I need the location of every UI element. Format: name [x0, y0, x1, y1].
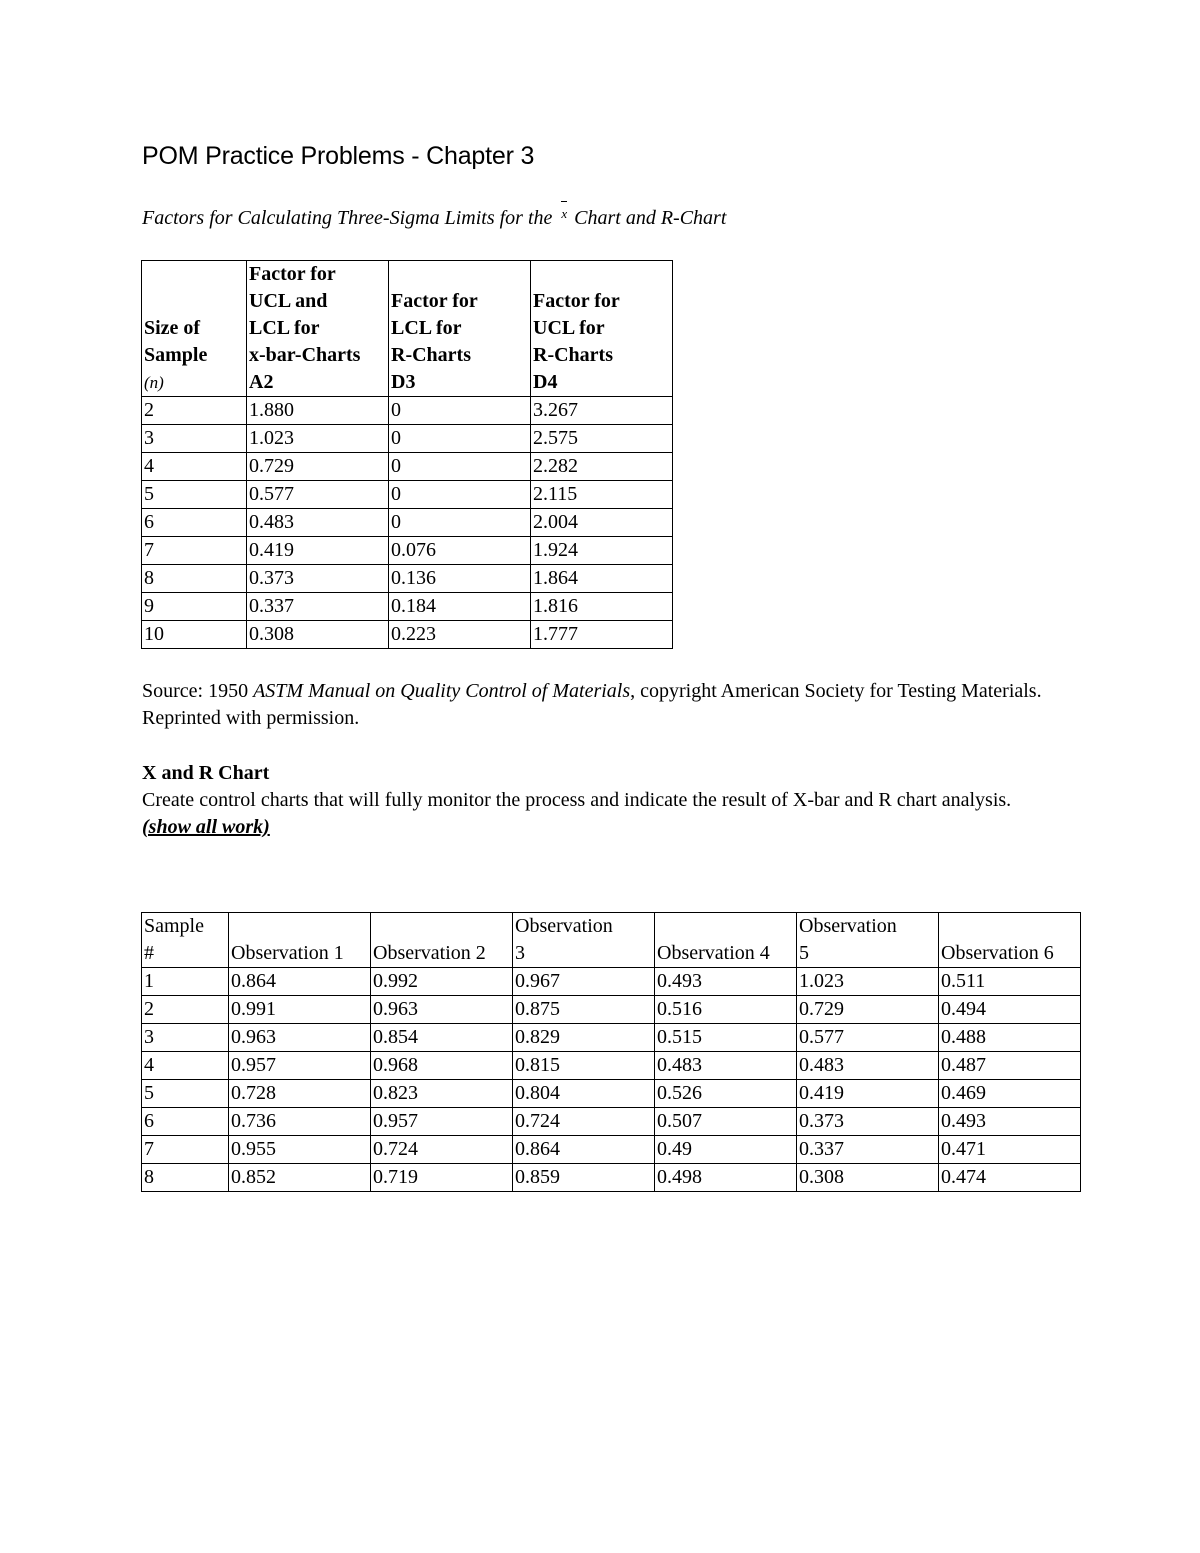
table-cell: 3.267 — [531, 397, 673, 425]
table-cell: 0.963 — [229, 1024, 371, 1052]
instructions — [142, 787, 1062, 841]
header-sample-size — [142, 261, 247, 397]
factors-header-row — [142, 261, 673, 397]
table-cell: 8 — [142, 1164, 229, 1192]
table-row — [142, 425, 673, 453]
table-cell: 0.577 — [797, 1024, 939, 1052]
table-cell: 5 — [142, 481, 247, 509]
table-cell: 0.957 — [229, 1052, 371, 1080]
header-line: D4 — [533, 371, 558, 393]
table-cell: 7 — [142, 537, 247, 565]
table-row — [142, 1024, 1081, 1052]
header-line: Observation 1 — [231, 942, 344, 964]
table-cell: 0.729 — [797, 996, 939, 1024]
table-cell: 0.859 — [513, 1164, 655, 1192]
table-cell: 10 — [142, 621, 247, 649]
table-cell: 0.493 — [655, 968, 797, 996]
table-cell: 0.516 — [655, 996, 797, 1024]
observations-table — [141, 912, 1081, 1192]
table-cell: 0.804 — [513, 1080, 655, 1108]
table-cell: 6 — [142, 509, 247, 537]
table-row — [142, 593, 673, 621]
header-line: Observation 6 — [941, 942, 1054, 964]
table-cell: 2 — [142, 996, 229, 1024]
table-cell: 0.487 — [939, 1052, 1081, 1080]
table-cell: 1 — [142, 968, 229, 996]
source-prefix: Source: 1950 — [142, 680, 254, 702]
header-observation-3 — [513, 913, 655, 968]
table-cell: 0.419 — [247, 537, 389, 565]
table-cell: 0.854 — [371, 1024, 513, 1052]
header-sample-number — [142, 913, 229, 968]
table-cell: 1.924 — [531, 537, 673, 565]
table-cell: 1.816 — [531, 593, 673, 621]
table-cell: 2.575 — [531, 425, 673, 453]
header-line: Observation — [515, 915, 613, 937]
table-row — [142, 621, 673, 649]
table-cell: 0.526 — [655, 1080, 797, 1108]
table-row — [142, 453, 673, 481]
header-line: R-Charts — [391, 344, 471, 366]
header-d3 — [389, 261, 531, 397]
header-line: Sample — [144, 915, 204, 937]
table-cell: 5 — [142, 1080, 229, 1108]
table-cell: 0.337 — [247, 593, 389, 621]
table-cell: 0.373 — [797, 1108, 939, 1136]
table-cell: 4 — [142, 453, 247, 481]
table-cell: 1.023 — [247, 425, 389, 453]
table-cell: 0.955 — [229, 1136, 371, 1164]
table-cell: 1.880 — [247, 397, 389, 425]
header-line: Sample — [144, 344, 208, 366]
table-cell: 3 — [142, 425, 247, 453]
factors-caption — [142, 206, 726, 230]
header-line: 5 — [799, 942, 809, 964]
header-line: 3 — [515, 942, 525, 964]
table-cell: 2.115 — [531, 481, 673, 509]
table-cell: 0 — [389, 481, 531, 509]
table-cell: 0.577 — [247, 481, 389, 509]
table-cell: 1.023 — [797, 968, 939, 996]
table-cell: 0.968 — [371, 1052, 513, 1080]
table-cell: 0.875 — [513, 996, 655, 1024]
header-line: UCL and — [249, 290, 328, 312]
table-cell: 6 — [142, 1108, 229, 1136]
table-cell: 0.992 — [371, 968, 513, 996]
header-line: Observation — [799, 915, 897, 937]
header-line: Observation 4 — [657, 942, 770, 964]
caption-text-end: Chart and R-Chart — [574, 207, 727, 229]
table-cell: 7 — [142, 1136, 229, 1164]
table-cell: 0.494 — [939, 996, 1081, 1024]
table-cell: 0.864 — [229, 968, 371, 996]
table-cell: 9 — [142, 593, 247, 621]
header-line: R-Charts — [533, 344, 613, 366]
header-d4 — [531, 261, 673, 397]
instructions-text: Create control charts that will fully monitor the process and indicate the result of X-bar and R chart analysis. — [142, 789, 1012, 811]
table-row — [142, 1164, 1081, 1192]
x-bar-symbol: x — [561, 206, 568, 221]
instructions-emphasis: (show all work) — [142, 816, 270, 838]
table-row — [142, 565, 673, 593]
table-cell: 0.829 — [513, 1024, 655, 1052]
table-cell: 0.474 — [939, 1164, 1081, 1192]
header-line: x-bar-Charts — [249, 344, 361, 366]
table-cell: 0.469 — [939, 1080, 1081, 1108]
header-line: (n) — [144, 373, 164, 392]
table-cell: 2.282 — [531, 453, 673, 481]
table-row — [142, 397, 673, 425]
table-cell: 0.724 — [513, 1108, 655, 1136]
table-cell: 0.963 — [371, 996, 513, 1024]
table-cell: 0.337 — [797, 1136, 939, 1164]
table-cell: 0.49 — [655, 1136, 797, 1164]
table-cell: 0.483 — [247, 509, 389, 537]
table-cell: 0.957 — [371, 1108, 513, 1136]
table-cell: 0.823 — [371, 1080, 513, 1108]
table-cell: 0 — [389, 425, 531, 453]
table-cell: 2.004 — [531, 509, 673, 537]
table-cell: 1.864 — [531, 565, 673, 593]
table-cell: 0.308 — [247, 621, 389, 649]
table-row — [142, 1052, 1081, 1080]
table-cell: 0.736 — [229, 1108, 371, 1136]
table-cell: 0.729 — [247, 453, 389, 481]
table-cell: 0.488 — [939, 1024, 1081, 1052]
table-cell: 0.076 — [389, 537, 531, 565]
header-line: D3 — [391, 371, 416, 393]
table-cell: 0.223 — [389, 621, 531, 649]
observations-header-row — [142, 913, 1081, 968]
header-line: Observation 2 — [373, 942, 486, 964]
table-cell: 0.515 — [655, 1024, 797, 1052]
source-publication: ASTM Manual on Quality Control of Materials — [253, 680, 631, 702]
table-cell: 0.493 — [939, 1108, 1081, 1136]
table-cell: 0.308 — [797, 1164, 939, 1192]
table-row — [142, 968, 1081, 996]
table-cell: 8 — [142, 565, 247, 593]
table-cell: 0.991 — [229, 996, 371, 1024]
source-citation — [142, 678, 1062, 732]
table-row — [142, 509, 673, 537]
table-cell: 3 — [142, 1024, 229, 1052]
header-observation-2 — [371, 913, 513, 968]
table-cell: 0.136 — [389, 565, 531, 593]
table-cell: 0.507 — [655, 1108, 797, 1136]
header-observation-4 — [655, 913, 797, 968]
header-observation-5 — [797, 913, 939, 968]
table-cell: 0.815 — [513, 1052, 655, 1080]
header-line: Factor for — [533, 290, 620, 312]
factors-table — [141, 260, 673, 649]
table-cell: 0.483 — [655, 1052, 797, 1080]
table-row — [142, 1080, 1081, 1108]
table-cell: 2 — [142, 397, 247, 425]
header-line: LCL for — [391, 317, 462, 339]
header-line: A2 — [249, 371, 274, 393]
table-cell: 0 — [389, 397, 531, 425]
table-row — [142, 996, 1081, 1024]
header-line: Size of — [144, 317, 201, 339]
table-cell: 0 — [389, 453, 531, 481]
table-cell: 0.419 — [797, 1080, 939, 1108]
header-a2 — [247, 261, 389, 397]
table-row — [142, 1108, 1081, 1136]
table-cell: 0.724 — [371, 1136, 513, 1164]
table-cell: 0.967 — [513, 968, 655, 996]
table-row — [142, 481, 673, 509]
header-observation-1 — [229, 913, 371, 968]
table-cell: 4 — [142, 1052, 229, 1080]
table-cell: 0.719 — [371, 1164, 513, 1192]
table-cell: 0.471 — [939, 1136, 1081, 1164]
table-row — [142, 1136, 1081, 1164]
source-suffix: , copyright American Society for Testing Materials. Reprinted with permission. — [142, 680, 1042, 729]
header-line: LCL for — [249, 317, 320, 339]
table-cell: 0.184 — [389, 593, 531, 621]
table-cell: 0.864 — [513, 1136, 655, 1164]
table-cell: 0.498 — [655, 1164, 797, 1192]
table-cell: 1.777 — [531, 621, 673, 649]
header-line: # — [144, 942, 154, 964]
table-cell: 0.852 — [229, 1164, 371, 1192]
table-cell: 0.483 — [797, 1052, 939, 1080]
table-cell: 0.728 — [229, 1080, 371, 1108]
caption-text-start: Factors for Calculating Three-Sigma Limits for the — [142, 207, 553, 229]
header-line: Factor for — [249, 263, 336, 285]
table-cell: 0.511 — [939, 968, 1081, 996]
header-line: UCL for — [533, 317, 605, 339]
header-line: Factor for — [391, 290, 478, 312]
page-title: POM Practice Problems - Chapter 3 — [142, 142, 535, 170]
table-cell: 0.373 — [247, 565, 389, 593]
header-observation-6 — [939, 913, 1081, 968]
table-row — [142, 537, 673, 565]
section-heading: X and R Chart — [142, 762, 270, 784]
table-cell: 0 — [389, 509, 531, 537]
